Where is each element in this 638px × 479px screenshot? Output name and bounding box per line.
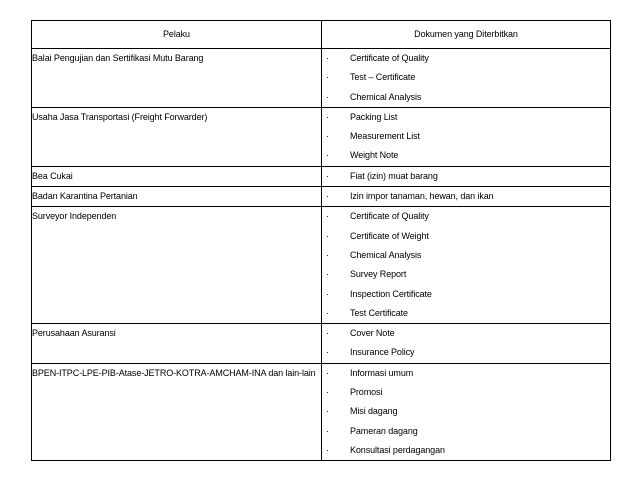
bullet-icon: ·	[326, 269, 329, 280]
documents-cell	[322, 187, 611, 207]
document-item	[322, 187, 610, 206]
document-item	[322, 304, 610, 323]
documents-cell	[322, 166, 611, 186]
table-header-row	[32, 21, 611, 49]
actor-cell: BPEN-ITPC-LPE-PIB-Atase-JETRO-KOTRA-AMCHAM-INA dan lain-lain	[32, 363, 322, 460]
documents-cell	[322, 107, 611, 166]
document-name: Fiat (izin) muat barang	[350, 170, 438, 181]
table-row	[32, 166, 611, 186]
bullet-icon: ·	[326, 191, 329, 202]
document-item	[322, 88, 610, 107]
document-name: Cover Note	[350, 328, 395, 339]
document-item	[322, 265, 610, 284]
actor-document-table	[31, 20, 611, 461]
document-item	[322, 167, 610, 186]
bullet-icon: ·	[326, 211, 329, 222]
document-item	[322, 324, 610, 343]
bullet-icon: ·	[326, 387, 329, 398]
document-name: Promosi	[350, 387, 383, 398]
document-item	[322, 285, 610, 304]
document-name: Chemical Analysis	[350, 91, 422, 102]
actor-cell: Usaha Jasa Transportasi (Freight Forwarder)	[32, 107, 322, 166]
document-item	[322, 127, 610, 146]
table-row	[32, 107, 611, 166]
actor-cell: Badan Karantina Pertanian	[32, 187, 322, 207]
document-name: Insurance Policy	[350, 347, 415, 358]
actor-cell: Perusahaan Asuransi	[32, 324, 322, 364]
document-item	[322, 422, 610, 441]
document-item	[322, 402, 610, 421]
document-name: Test – Certificate	[350, 72, 416, 83]
document-name: Test Certificate	[350, 307, 408, 318]
bullet-icon: ·	[326, 444, 329, 455]
document-name: Izin impor tanaman, hewan, dan ikan	[350, 191, 494, 202]
actor-cell: Balai Pengujian dan Sertifikasi Mutu Barang	[32, 49, 322, 108]
bullet-icon: ·	[326, 367, 329, 378]
document-item	[322, 68, 610, 87]
document-name: Certificate of Weight	[350, 230, 429, 241]
header-actor: Pelaku	[32, 21, 322, 49]
document-name: Pameran dagang	[350, 425, 418, 436]
bullet-icon: ·	[326, 72, 329, 83]
table-row	[32, 187, 611, 207]
documents-cell	[322, 324, 611, 364]
document-name: Informasi umum	[350, 367, 414, 378]
document-item	[322, 383, 610, 402]
document-name: Konsultasi perdagangan	[350, 444, 445, 455]
documents-cell	[322, 207, 611, 324]
table-body	[32, 49, 611, 461]
bullet-icon: ·	[326, 111, 329, 122]
bullet-icon: ·	[326, 170, 329, 181]
bullet-icon: ·	[326, 307, 329, 318]
document-name: Packing List	[350, 111, 398, 122]
document-name: Weight Note	[350, 150, 399, 161]
document-name: Measurement List	[350, 131, 420, 142]
document-name: Misi dagang	[350, 406, 398, 417]
table-row	[32, 49, 611, 108]
document-name: Survey Report	[350, 269, 407, 280]
actor-cell: Bea Cukai	[32, 166, 322, 186]
document-item	[322, 207, 610, 226]
table-row	[32, 207, 611, 324]
header-documents: Dokumen yang Diterbitkan	[322, 21, 611, 49]
document-item	[322, 364, 610, 383]
documents-cell	[322, 363, 611, 460]
table-row	[32, 363, 611, 460]
document-item	[322, 146, 610, 165]
bullet-icon: ·	[326, 131, 329, 142]
document-name: Certificate of Quality	[350, 211, 429, 222]
bullet-icon: ·	[326, 425, 329, 436]
bullet-icon: ·	[326, 288, 329, 299]
document-name: Chemical Analysis	[350, 249, 422, 260]
document-name: Inspection Certificate	[350, 288, 432, 299]
document-item	[322, 343, 610, 362]
table-row	[32, 324, 611, 364]
document-item	[322, 441, 610, 460]
document-item	[322, 108, 610, 127]
document-item	[322, 227, 610, 246]
actor-cell: Surveyor Independen	[32, 207, 322, 324]
bullet-icon: ·	[326, 406, 329, 417]
document-name: Certificate of Quality	[350, 53, 429, 63]
documents-cell	[322, 49, 611, 108]
bullet-icon: ·	[326, 230, 329, 241]
bullet-icon: ·	[326, 91, 329, 102]
document-item	[322, 49, 610, 68]
bullet-icon: ·	[326, 249, 329, 260]
document-item	[322, 246, 610, 265]
bullet-icon: ·	[326, 150, 329, 161]
bullet-icon: ·	[326, 328, 329, 339]
bullet-icon: ·	[326, 347, 329, 358]
bullet-icon: ·	[326, 53, 329, 63]
